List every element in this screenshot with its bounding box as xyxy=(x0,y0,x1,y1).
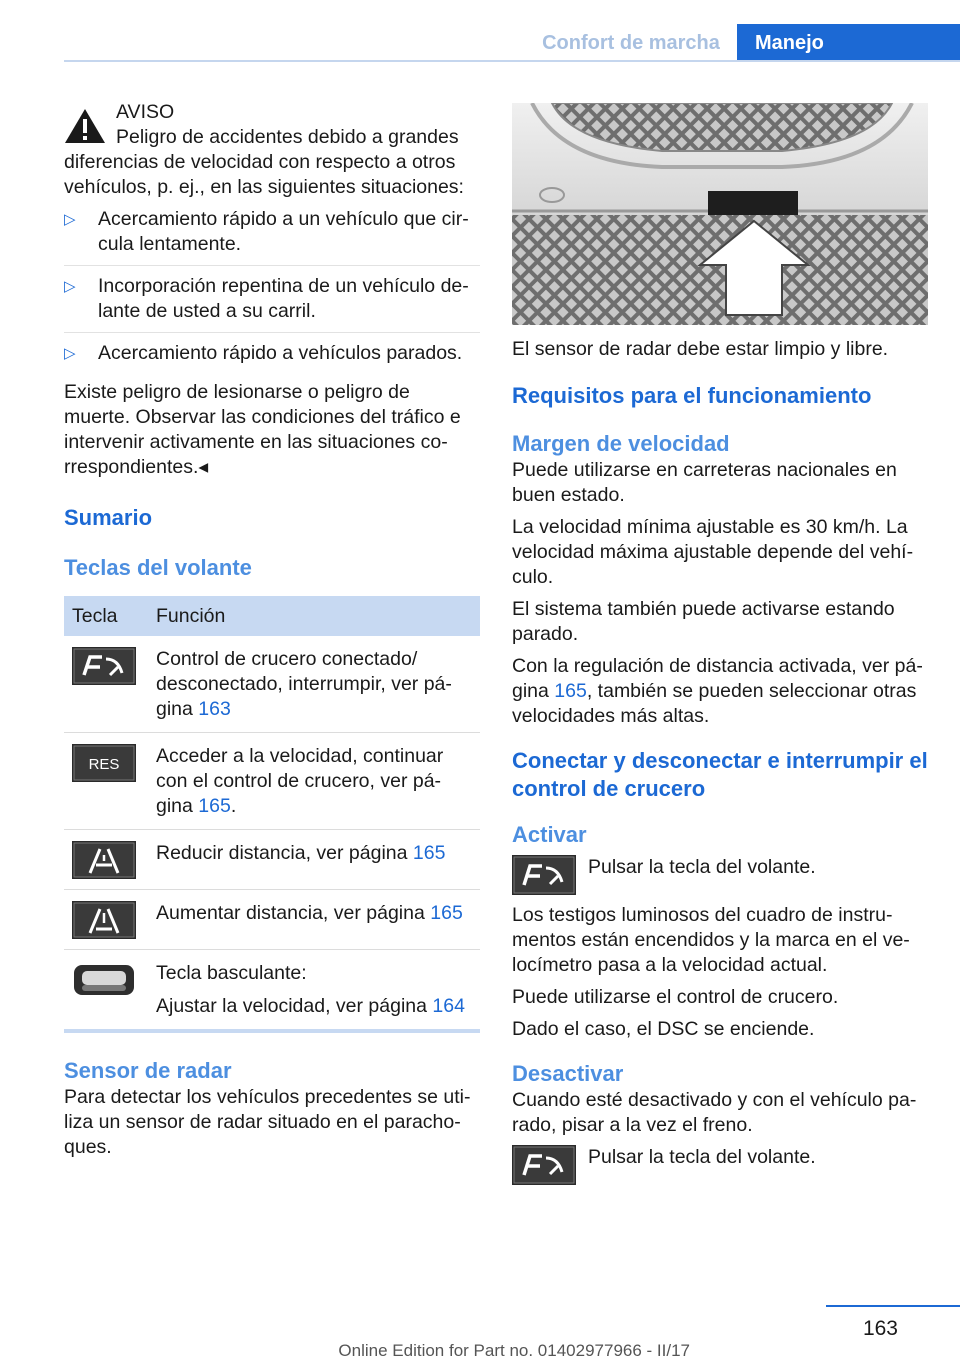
page-link[interactable]: 164 xyxy=(432,995,465,1017)
page-link[interactable]: 165 xyxy=(430,902,463,924)
page-link[interactable]: 165 xyxy=(412,842,446,864)
warning-block xyxy=(64,100,480,480)
bullet-triangle-icon: ▷ xyxy=(64,211,76,228)
warning-icon xyxy=(64,108,106,144)
section-tab[interactable]: Confort de marcha xyxy=(542,32,720,54)
bullet-triangle-icon: ▷ xyxy=(64,278,76,295)
radar-heading: Sensor de radar xyxy=(64,1058,232,1083)
requirements-heading: Requisitos para el funcionamiento xyxy=(512,383,872,408)
warning-conclusion: Existe peligro de lesionarse o peligro de muerte. Observar las condiciones del tráfico e intervenir activamente en las situaciones co-rrespondientes.◂ xyxy=(64,381,461,478)
cruise-control-icon xyxy=(72,647,136,685)
warning-bullets xyxy=(64,207,480,374)
reduce-distance-icon xyxy=(72,841,136,879)
page-link[interactable]: 165 xyxy=(198,795,231,817)
table-row: RES Acceder a la velocidad, continuar con el control de crucero, ver pá-gina 165. xyxy=(64,733,480,830)
page-header xyxy=(0,24,960,62)
list-item: ▷ Incorporación repentina de un vehículo de-lante de usted a su carril. xyxy=(64,274,480,333)
edition-text: Online Edition for Part no. 01402977966 - II/17 xyxy=(338,1341,690,1360)
cruise-control-icon xyxy=(512,1145,576,1185)
res-button-icon xyxy=(72,744,136,782)
right-column: El sensor de radar debe estar limpio y libre. Requisitos para el funcionamiento Margen de velocidad Puede utilizarse en carreteras nacionales en buen estado. La velocidad mínima ajustable es 30 km/h. La velocidad máxima ajustable depende del vehí-culo. El sistema también puede activarse estando parado. Con la regulación de distancia activada, ver pá-gina 165, también se pueden seleccionar otras velocidades más altas. Conectar y desconectar e interrumpir el control de crucero Activar Pulsar la tecla del volante. Los testigos luminosos del cuadro de instru-mentos están encendidos y la marca en el ve-locímetro pasa a la velocidad actual. Puede utilizarse el control de crucero. Dado el caso, el DSC se enciende. Desactivar Cuando esté desactivado y con el vehículo pa-rado, pisar a la vez el freno. Pulsar la tecla del volante. xyxy=(512,103,928,1193)
activate-key-row: Pulsar la tecla del volante. xyxy=(512,855,928,895)
table-row: Tecla basculante: Ajustar la velocidad, ver página 164 xyxy=(64,950,480,1032)
page-link[interactable]: 163 xyxy=(198,698,231,720)
rocker-switch-icon xyxy=(72,961,136,999)
chapter-tab[interactable]: Manejo xyxy=(737,24,960,62)
table-row: Control de crucero conectado/ desconectado, interrumpir, ver pá-gina 163 xyxy=(64,636,480,733)
radar-sensor-photo xyxy=(512,103,928,325)
page-link[interactable]: 165 xyxy=(554,680,587,702)
deactivate-heading: Desactivar xyxy=(512,1061,624,1086)
deactivate-key-row: Pulsar la tecla del volante. xyxy=(512,1145,928,1185)
warning-title: AVISO xyxy=(116,101,175,123)
col-func-header: Función xyxy=(148,596,480,636)
col-key-header: Tecla xyxy=(64,596,148,636)
header-divider xyxy=(64,60,960,62)
svg-text:RES: RES xyxy=(88,756,120,773)
table-row: Aumentar distancia, ver página 165 xyxy=(64,890,480,950)
keys-subheading: Teclas del volante xyxy=(64,555,252,580)
radar-text: Para detectar los vehículos precedentes se uti-liza un sensor de radar situado en el paracho-ques. xyxy=(64,1086,471,1158)
sumario-heading: Sumario xyxy=(64,505,153,530)
speed-margin-heading: Margen de velocidad xyxy=(512,431,730,456)
increase-distance-icon xyxy=(72,901,136,939)
list-item: ▷ Acercamiento rápido a vehículos parados. xyxy=(64,342,463,364)
footer-divider xyxy=(826,1305,960,1307)
steering-keys-table xyxy=(64,596,480,1033)
table-header-row xyxy=(64,596,480,636)
bullet-triangle-icon: ▷ xyxy=(64,345,76,362)
activate-heading: Activar xyxy=(512,822,587,847)
list-item: ▷ Acercamiento rápido a un vehículo que cir-cula lentamente. xyxy=(64,207,480,266)
photo-caption: El sensor de radar debe estar limpio y libre. xyxy=(512,338,889,360)
page-number: 163 xyxy=(862,1317,898,1340)
table-row: Reducir distancia, ver página 165 xyxy=(64,830,480,890)
warning-text: Peligro de accidentes debido a grandes diferencias de velocidad con respecto a otros vehículos, p. ej., en las siguientes situaciones: xyxy=(64,126,464,198)
connect-heading: Conectar y desconectar e interrumpir el control de crucero xyxy=(512,748,928,801)
cruise-control-icon xyxy=(512,855,576,895)
left-column xyxy=(64,100,480,1167)
